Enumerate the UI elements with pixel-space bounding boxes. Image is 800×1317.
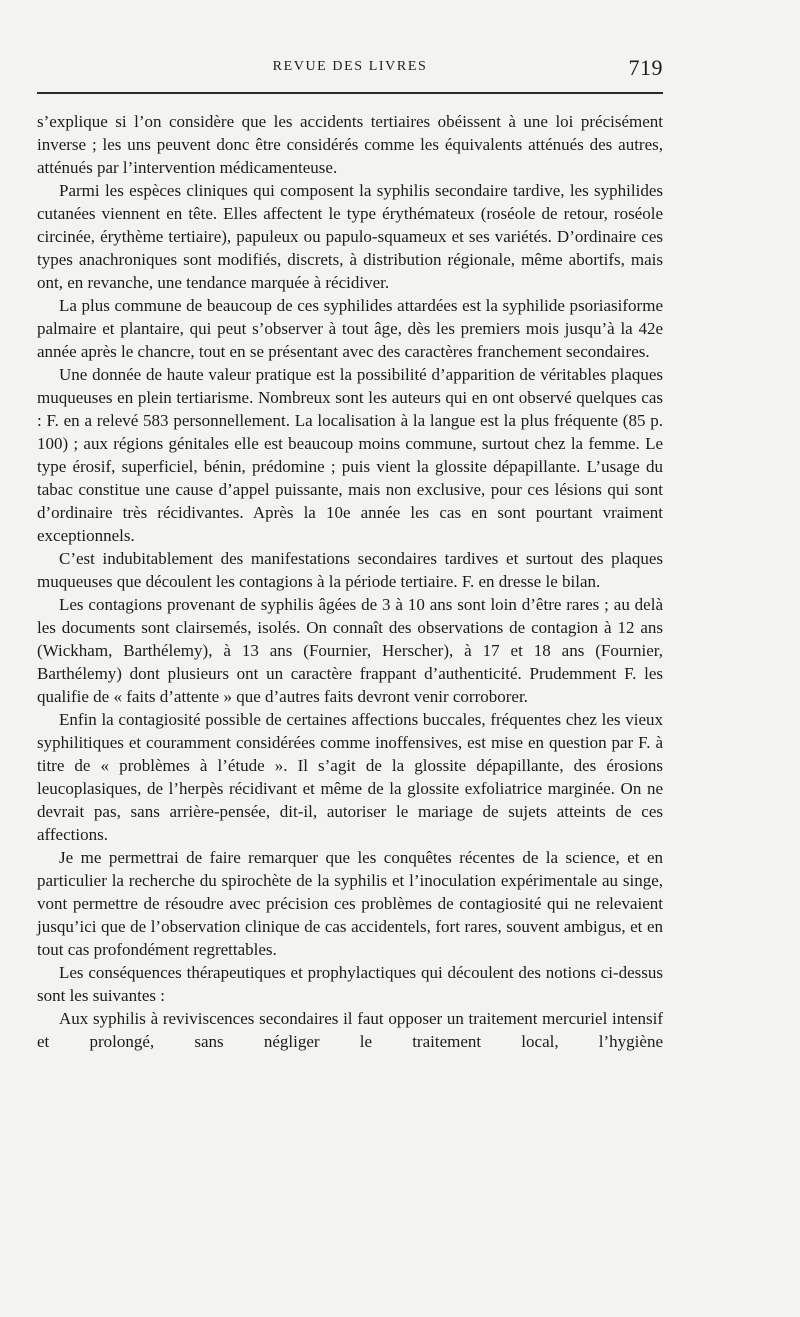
paragraph: C’est indubitablement des manifestations secondaires tardives et surtout des plaques muqueuses que découlent les contagions à la période tertiaire. F. en dresse le bilan. <box>37 549 663 591</box>
paragraph: Je me permettrai de faire remarquer que les conquêtes récentes de la science, et en particulier la recherche du spirochète de la syphilis et l’inoculation expérimentale au singe, vont permettre de résoudre avec précision ces problèmes de contagiosité qui ne relevaient jusqu’ici que de l’observation clinique de cas accidentels, fort rares, souvent ambigus, et en tout cas profondément regrettables. <box>37 848 663 959</box>
paragraph: Les conséquences thérapeutiques et prophylactiques qui découlent des notions ci-dessus sont les suivantes : <box>37 963 663 1005</box>
paragraph: La plus commune de beaucoup de ces syphilides attardées est la syphilide psoriasiforme palmaire et plantaire, qui peut s’observer à tout âge, dès les premiers mois jusqu’à la 42e année après le chancre, tout en se présentant avec des caractères franchement secondaires. <box>37 296 663 361</box>
paragraph: Enfin la contagiosité possible de certaines affections buccales, fréquentes chez les vieux syphilitiques et couramment considérées comme inoffensives, est mise en question par F. à titre de « problèmes à l’étude ». Il s’agit de la glossite dépapillante, des érosions leucoplasiques, de l’herpès récidivant et même de la glossite exfoliatrice marginée. On ne devrait pas, sans arrière-pensée, dit-il, autoriser le mariage de sujets atteints de ces affections. <box>37 710 663 844</box>
paragraph: Les contagions provenant de syphilis âgées de 3 à 10 ans sont loin d’être rares ; au delà les documents sont clairsemés, isolés. On connaît des observations de contagion à 12 ans (Wickham, Barthélemy), à 13 ans (Fournier, Herscher), à 17 et 18 ans (Fournier, Barthélemy) dont plusieurs ont un caractère frappant d’authenticité. Prudemment F. les qualifie de « faits d’attente » que d’autres faits devront venir corroborer. <box>37 595 663 706</box>
book-page <box>37 56 663 1053</box>
paragraph: Une donnée de haute valeur pratique est la possibilité d’apparition de véritables plaques muqueuses en plein tertiarisme. Nombreux sont les auteurs qui en ont observé quelques cas : F. en a relevé 583 personnellement. La localisation à la langue est la plus fréquente (85 p. 100) ; aux régions génitales elle est beaucoup moins commune, surtout chez la femme. Le type érosif, superficiel, bénin, prédomine ; puis vient la glossite dépapillante. L’usage du tabac constitue une cause d’appel puissante, mais non exclusive, pour ces lésions qui sont d’ordinaire très récidivantes. Après la 10e année les cas en sont pourtant vraiment exceptionnels. <box>37 365 663 545</box>
page-number: 719 <box>628 55 663 80</box>
page-header <box>37 56 663 86</box>
header-rule <box>37 92 663 94</box>
paragraph: s’explique si l’on considère que les accidents tertiaires obéissent à une loi précisément inverse ; les uns peuvent donc être considérés comme les équivalents atténués des autres, atténués par l’intervention médicamenteuse. <box>37 112 663 177</box>
paragraph: Aux syphilis à reviviscences secondaires il faut opposer un traitement mercuriel intensif et prolongé, sans négliger le traitement local, l’hygiène <box>37 1009 663 1051</box>
body-text <box>37 110 663 1053</box>
paragraph: Parmi les espèces cliniques qui composent la syphilis secondaire tardive, les syphilides cutanées viennent en tête. Elles affectent le type érythémateux (roséole de retour, roséole circinée, érythème tertiaire), papuleux ou papulo-squameux et ses variétés. D’ordinaire ces types anachroniques sont modifiés, discrets, à distribution régionale, même abortifs, mais ont, en revanche, une tendance marquée à récidiver. <box>37 181 663 292</box>
running-title: REVUE DES LIVRES <box>272 59 428 74</box>
